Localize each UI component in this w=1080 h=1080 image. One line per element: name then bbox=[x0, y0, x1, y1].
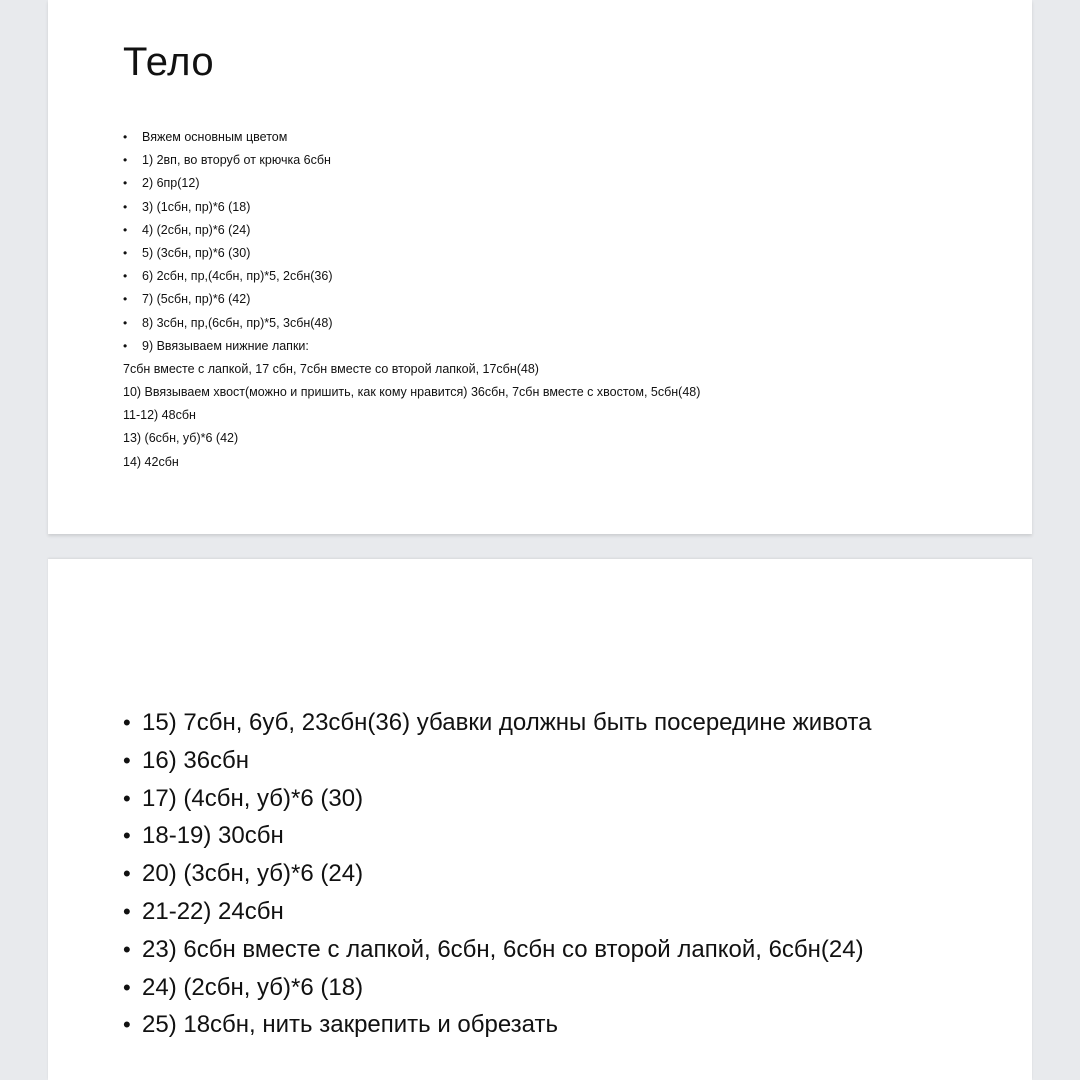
list-item: • 21-22) 24сбн bbox=[123, 893, 872, 931]
list-item: • 9) Ввязываем нижние лапки: bbox=[123, 335, 700, 358]
list-item: 14) 42сбн bbox=[123, 454, 179, 469]
list-item: 13) (6сбн, уб)*6 (42) bbox=[123, 431, 239, 446]
list-item: • 23) 6сбн вместе с лапкой, 6сбн, 6сбн со второй лапкой, 6сбн(24) bbox=[123, 931, 872, 969]
list-item: • 6) 2сбн, пр,(4сбн, пр)*5, 2сбн(36) bbox=[123, 265, 700, 288]
list-item: • 16) 36сбн bbox=[123, 742, 872, 780]
list-item: • 7) (5сбн, пр)*6 (42) bbox=[123, 288, 700, 311]
list-item: • 24) (2сбн, уб)*6 (18) bbox=[123, 969, 872, 1007]
document-page-2 bbox=[48, 559, 1032, 1080]
list-item: • 17) (4сбн, уб)*6 (30) bbox=[123, 780, 872, 818]
list-item: 10) Ввязываем хвост(можно и пришить, как кому нравится) 36сбн, 7сбн вместе с хвостом, 5сбн(48) bbox=[123, 385, 701, 400]
instruction-list-page-1 bbox=[123, 126, 700, 474]
instruction-list-page-2 bbox=[123, 704, 872, 1044]
list-item: 7сбн вместе с лапкой, 17 сбн, 7сбн вместе со второй лапкой, 17сбн(48) bbox=[123, 361, 539, 376]
list-item: • 15) 7сбн, 6уб, 23сбн(36) убавки должны быть посередине живота bbox=[123, 704, 872, 742]
list-item: • 3) (1сбн, пр)*6 (18) bbox=[123, 196, 700, 219]
list-item: • 20) (3сбн, уб)*6 (24) bbox=[123, 855, 872, 893]
list-item: 11-12) 48сбн bbox=[123, 408, 196, 423]
list-item: • 1) 2вп, во вторуб от крючка 6сбн bbox=[123, 149, 700, 172]
list-item: • 2) 6пр(12) bbox=[123, 172, 700, 195]
list-item: • 8) 3сбн, пр,(6сбн, пр)*5, 3сбн(48) bbox=[123, 312, 700, 335]
list-item: • 18-19) 30сбн bbox=[123, 817, 872, 855]
list-item: • 5) (3сбн, пр)*6 (30) bbox=[123, 242, 700, 265]
page-title: Тело bbox=[123, 40, 215, 84]
list-item: • Вяжем основным цветом bbox=[123, 126, 700, 149]
list-item: • 4) (2сбн, пр)*6 (24) bbox=[123, 219, 700, 242]
list-item: • 25) 18сбн, нить закрепить и обрезать bbox=[123, 1006, 872, 1044]
document-page-1 bbox=[48, 0, 1032, 534]
